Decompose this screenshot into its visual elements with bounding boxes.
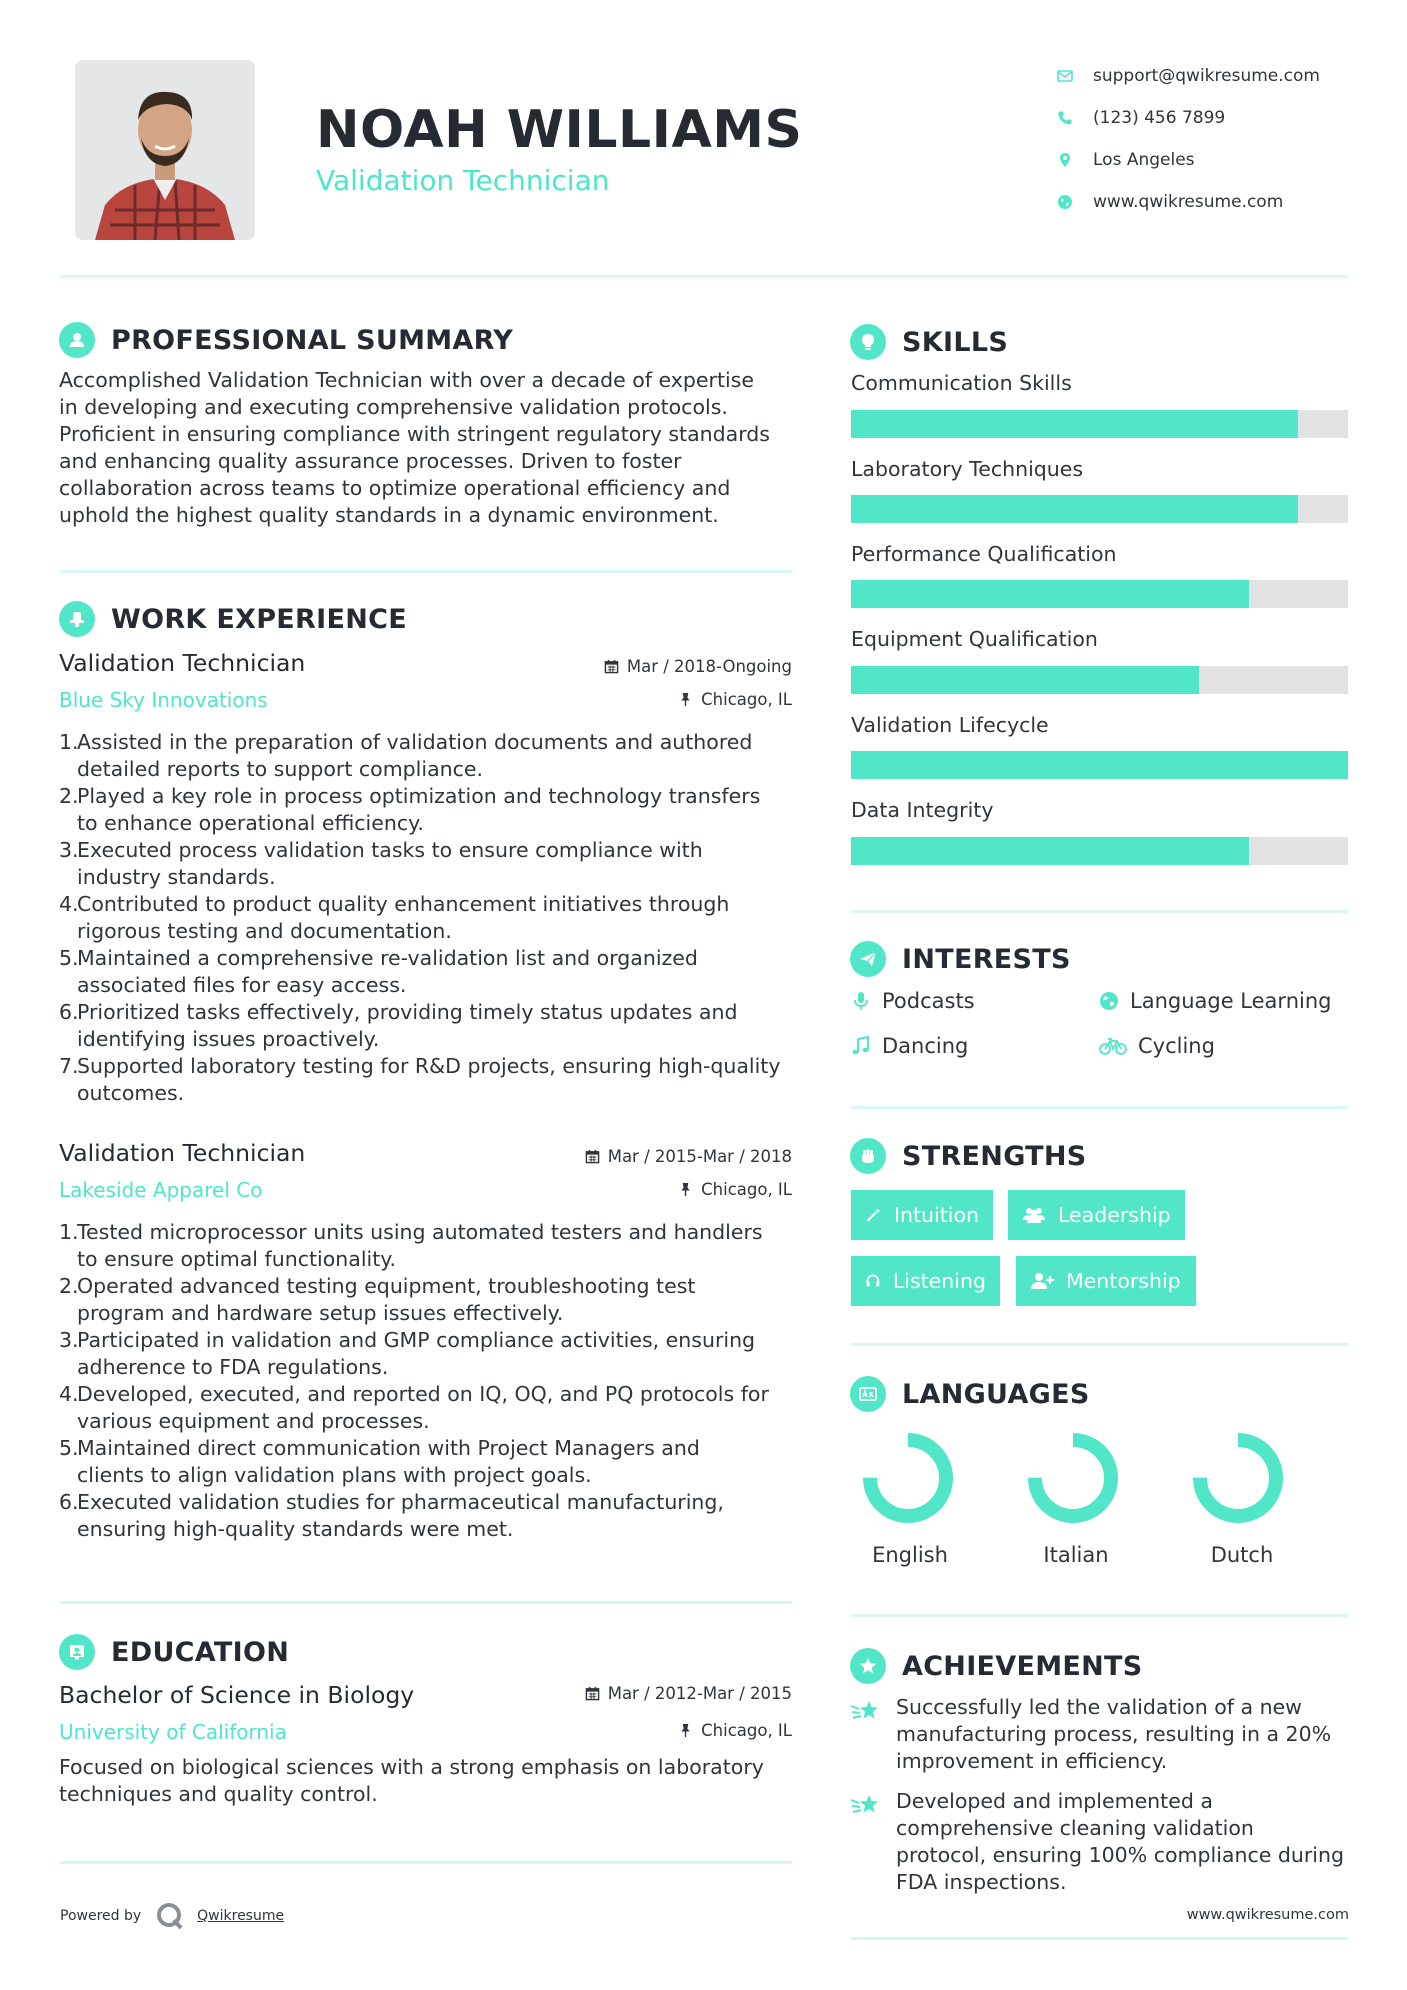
strength-label: Listening bbox=[892, 1269, 986, 1293]
list-line: adherence to FDA regulations. bbox=[77, 1355, 389, 1379]
qwikresume-link[interactable]: Qwikresume bbox=[197, 1908, 285, 1924]
strength-listening bbox=[851, 1256, 1000, 1306]
list-item bbox=[59, 1489, 799, 1543]
list-item bbox=[59, 1219, 799, 1273]
list-number: 3. bbox=[59, 838, 79, 862]
skill-label: Laboratory Techniques bbox=[851, 457, 1084, 481]
briefcase-icon bbox=[59, 601, 95, 637]
job-location bbox=[520, 1180, 792, 1199]
education-dates bbox=[500, 1684, 792, 1703]
list-number: 1. bbox=[59, 1220, 79, 1244]
job-responsibilities bbox=[59, 729, 799, 1107]
strength-intuition bbox=[851, 1190, 993, 1240]
list-number: 4. bbox=[59, 892, 79, 916]
interest-language-learning bbox=[1098, 989, 1331, 1013]
list-item bbox=[59, 1435, 799, 1489]
summary-text bbox=[59, 367, 799, 529]
list-item bbox=[59, 945, 799, 999]
summary-title: PROFESSIONAL SUMMARY bbox=[111, 324, 514, 356]
education-line: techniques and quality control. bbox=[59, 1782, 378, 1806]
skill-bar-fill bbox=[851, 837, 1249, 865]
language-label: Italian bbox=[1043, 1543, 1109, 1567]
summary-line: Accomplished Validation Technician with over a decade of expertise bbox=[59, 368, 754, 392]
job-location bbox=[520, 690, 792, 709]
list-number: 2. bbox=[59, 784, 79, 808]
list-number: 4. bbox=[59, 1382, 79, 1406]
education-description bbox=[59, 1754, 799, 1808]
skill-bar-fill bbox=[851, 580, 1249, 608]
list-item bbox=[59, 837, 799, 891]
skill-bar bbox=[851, 751, 1348, 779]
achievement-line: improvement in efficiency. bbox=[896, 1749, 1168, 1773]
list-line: rigorous testing and documentation. bbox=[77, 919, 452, 943]
interests-divider bbox=[851, 1106, 1348, 1109]
achievements-heading bbox=[850, 1648, 1143, 1684]
contact-phone[interactable] bbox=[1055, 97, 1355, 139]
achievement-item bbox=[896, 1694, 1356, 1775]
strengths-divider bbox=[851, 1343, 1348, 1346]
list-line: Participated in validation and GMP compliance activities, ensuring bbox=[77, 1328, 756, 1352]
list-number: 1. bbox=[59, 730, 79, 754]
list-line: Maintained direct communication with Project Managers and bbox=[77, 1436, 700, 1460]
language-icon bbox=[850, 1376, 886, 1412]
interest-dancing bbox=[850, 1034, 968, 1058]
interest-podcasts bbox=[850, 989, 975, 1013]
list-item bbox=[59, 1327, 799, 1381]
list-line: industry standards. bbox=[77, 865, 276, 889]
list-line: to ensure optimal functionality. bbox=[77, 1247, 396, 1271]
list-line: Developed, executed, and reported on IQ, OQ, and PQ protocols for bbox=[77, 1382, 769, 1406]
achievement-line: manufacturing process, resulting in a 20% bbox=[896, 1722, 1332, 1746]
skill-label: Validation Lifecycle bbox=[851, 713, 1049, 737]
skill-bar bbox=[851, 580, 1348, 608]
summary-divider bbox=[60, 570, 792, 573]
star-icon bbox=[850, 1648, 886, 1684]
contact-website[interactable] bbox=[1055, 181, 1355, 223]
interests-heading bbox=[850, 941, 1071, 977]
globe-icon bbox=[1098, 990, 1120, 1012]
user-plus-icon bbox=[1030, 1271, 1054, 1291]
degree-title: Bachelor of Science in Biology bbox=[59, 1681, 415, 1709]
list-line: associated files for easy access. bbox=[77, 973, 407, 997]
powered-by-label: Powered by bbox=[60, 1908, 142, 1924]
summary-line: Proficient in ensuring compliance with stringent regulatory standards bbox=[59, 422, 770, 446]
contact-email-text: support@qwikresume.com bbox=[1093, 66, 1320, 86]
headphones-icon bbox=[865, 1271, 881, 1291]
experience-title: WORK EXPERIENCE bbox=[111, 603, 407, 635]
language-ring bbox=[1190, 1430, 1286, 1526]
list-line: Prioritized tasks effectively, providing timely status updates and bbox=[77, 1000, 738, 1024]
lightbulb-icon bbox=[850, 324, 886, 360]
phone-icon bbox=[1055, 110, 1093, 126]
strength-mentorship bbox=[1016, 1256, 1196, 1306]
profile-photo bbox=[75, 60, 255, 240]
education-divider bbox=[60, 1861, 792, 1864]
list-item bbox=[59, 999, 799, 1053]
list-item bbox=[59, 1053, 799, 1107]
magic-wand-icon bbox=[865, 1205, 882, 1225]
job-company: Lakeside Apparel Co bbox=[59, 1178, 263, 1202]
list-line: program and hardware setup issues effectively. bbox=[77, 1301, 564, 1325]
microphone-icon bbox=[850, 990, 872, 1012]
achievement-item bbox=[896, 1788, 1356, 1896]
shooting-star-icon bbox=[850, 1792, 882, 1820]
language-ring bbox=[1025, 1430, 1121, 1526]
skills-heading bbox=[850, 324, 1008, 360]
list-line: Assisted in the preparation of validation documents and authored bbox=[77, 730, 753, 754]
paper-plane-icon bbox=[850, 941, 886, 977]
strengths-heading bbox=[850, 1138, 1087, 1174]
list-number: 5. bbox=[59, 946, 79, 970]
pushpin-icon bbox=[678, 1723, 693, 1738]
list-line: various equipment and processes. bbox=[77, 1409, 430, 1433]
list-item bbox=[59, 1273, 799, 1327]
achievement-line: Developed and implemented a bbox=[896, 1789, 1213, 1813]
summary-line: uphold the highest quality standards in a dynamic environment. bbox=[59, 503, 719, 527]
list-line: Executed validation studies for pharmaceutical manufacturing, bbox=[77, 1490, 724, 1514]
summary-line: collaboration across teams to optimize operational efficiency and bbox=[59, 476, 731, 500]
contact-email[interactable] bbox=[1055, 55, 1355, 97]
list-item bbox=[59, 891, 799, 945]
calendar-icon bbox=[604, 659, 619, 674]
languages-title: LANGUAGES bbox=[902, 1378, 1090, 1410]
interest-label: Language Learning bbox=[1130, 989, 1332, 1013]
skill-label: Performance Qualification bbox=[851, 542, 1117, 566]
list-line: Tested microprocessor units using automated testers and handlers bbox=[77, 1220, 763, 1244]
powered-by bbox=[60, 1901, 284, 1931]
skill-bar-fill bbox=[851, 666, 1199, 694]
language-label: English bbox=[872, 1543, 948, 1567]
globe-icon bbox=[1055, 194, 1093, 210]
strength-label: Mentorship bbox=[1066, 1269, 1181, 1293]
summary-heading bbox=[59, 322, 513, 358]
list-line: Played a key role in process optimization and technology transfers bbox=[77, 784, 761, 808]
pushpin-icon bbox=[678, 692, 693, 707]
envelope-icon bbox=[1055, 68, 1093, 84]
contact-location-text: Los Angeles bbox=[1093, 150, 1195, 170]
language-ring bbox=[860, 1430, 956, 1526]
header-divider bbox=[60, 275, 1348, 278]
candidate-name: NOAH WILLIAMS bbox=[316, 100, 803, 160]
users-icon bbox=[1022, 1205, 1046, 1225]
list-line: Supported laboratory testing for R&D projects, ensuring high-quality bbox=[77, 1054, 781, 1078]
list-line: Contributed to product quality enhancement initiatives through bbox=[77, 892, 730, 916]
education-location bbox=[520, 1721, 792, 1740]
list-line: identifying issues proactively. bbox=[77, 1027, 380, 1051]
strengths-title: STRENGTHS bbox=[902, 1140, 1087, 1172]
candidate-title: Validation Technician bbox=[316, 164, 610, 197]
skill-bar bbox=[851, 837, 1348, 865]
experience-divider bbox=[60, 1601, 792, 1604]
interest-cycling bbox=[1098, 1034, 1215, 1058]
language-label: Dutch bbox=[1210, 1543, 1274, 1567]
skill-label: Data Integrity bbox=[851, 798, 994, 822]
list-line: Maintained a comprehensive re-validation list and organized bbox=[77, 946, 698, 970]
summary-line: and enhancing quality assurance processes. Driven to foster bbox=[59, 449, 682, 473]
job-title: Validation Technician bbox=[59, 1139, 306, 1167]
bicycle-icon bbox=[1098, 1035, 1128, 1057]
job-location-text: Chicago, IL bbox=[701, 690, 792, 709]
education-heading bbox=[59, 1634, 289, 1670]
skill-bar bbox=[851, 666, 1348, 694]
list-line: clients to align validation plans with project goals. bbox=[77, 1463, 592, 1487]
shooting-star-icon bbox=[850, 1698, 882, 1726]
list-line: detailed reports to support compliance. bbox=[77, 757, 484, 781]
contact-phone-text: (123) 456 7899 bbox=[1093, 108, 1226, 128]
achievement-line: comprehensive cleaning validation bbox=[896, 1816, 1254, 1840]
job-location-text: Chicago, IL bbox=[701, 1180, 792, 1199]
graduation-icon bbox=[59, 1634, 95, 1670]
footer-divider bbox=[851, 1937, 1348, 1940]
list-item bbox=[59, 1381, 799, 1435]
skill-bar-fill bbox=[851, 751, 1348, 779]
strength-label: Leadership bbox=[1058, 1203, 1171, 1227]
interests-title: INTERESTS bbox=[902, 943, 1071, 975]
job-responsibilities bbox=[59, 1219, 799, 1543]
job-dates-text: Mar / 2015-Mar / 2018 bbox=[607, 1147, 792, 1166]
skills-divider bbox=[851, 910, 1348, 913]
list-number: 3. bbox=[59, 1328, 79, 1352]
job-dates-text: Mar / 2018-Ongoing bbox=[626, 657, 792, 676]
contact-location bbox=[1055, 139, 1355, 181]
education-title: EDUCATION bbox=[111, 1636, 290, 1668]
education-line: Focused on biological sciences with a strong emphasis on laboratory bbox=[59, 1755, 764, 1779]
job-dates bbox=[500, 1147, 792, 1166]
interest-label: Cycling bbox=[1138, 1034, 1215, 1058]
achievement-line: Successfully led the validation of a new bbox=[896, 1695, 1302, 1719]
fist-icon bbox=[850, 1138, 886, 1174]
school-name: University of California bbox=[59, 1720, 287, 1744]
achievements-title: ACHIEVEMENTS bbox=[902, 1650, 1143, 1682]
job-title: Validation Technician bbox=[59, 649, 306, 677]
list-line: ensuring high-quality standards were met. bbox=[77, 1517, 514, 1541]
list-item bbox=[59, 729, 799, 783]
summary-line: in developing and executing comprehensive validation protocols. bbox=[59, 395, 728, 419]
achievement-line: protocol, ensuring 100% compliance during bbox=[896, 1843, 1344, 1867]
list-number: 6. bbox=[59, 1000, 79, 1024]
job-company: Blue Sky Innovations bbox=[59, 688, 268, 712]
interest-label: Podcasts bbox=[882, 989, 975, 1013]
qwikresume-logo-icon bbox=[155, 1901, 185, 1931]
list-number: 7. bbox=[59, 1054, 79, 1078]
skill-bar bbox=[851, 410, 1348, 438]
skill-bar bbox=[851, 495, 1348, 523]
achievement-line: FDA inspections. bbox=[896, 1870, 1067, 1894]
list-number: 6. bbox=[59, 1490, 79, 1514]
skill-bar-fill bbox=[851, 410, 1298, 438]
interest-label: Dancing bbox=[882, 1034, 969, 1058]
skill-bar-fill bbox=[851, 495, 1298, 523]
skills-title: SKILLS bbox=[902, 326, 1009, 358]
skill-label: Communication Skills bbox=[851, 371, 1072, 395]
strength-label: Intuition bbox=[893, 1203, 979, 1227]
music-note-icon bbox=[850, 1035, 872, 1057]
job-dates bbox=[520, 657, 792, 676]
user-icon bbox=[59, 322, 95, 358]
strength-leadership bbox=[1008, 1190, 1185, 1240]
list-number: 2. bbox=[59, 1274, 79, 1298]
map-pin-icon bbox=[1055, 152, 1093, 168]
list-number: 5. bbox=[59, 1436, 79, 1460]
list-line: Operated advanced testing equipment, troubleshooting test bbox=[77, 1274, 696, 1298]
list-line: to enhance operational efficiency. bbox=[77, 811, 424, 835]
list-line: outcomes. bbox=[77, 1081, 185, 1105]
pushpin-icon bbox=[678, 1182, 693, 1197]
education-location-text: Chicago, IL bbox=[701, 1721, 792, 1740]
calendar-icon bbox=[585, 1149, 600, 1164]
skill-label: Equipment Qualification bbox=[851, 627, 1098, 651]
languages-divider bbox=[851, 1614, 1348, 1617]
contact-website-text: www.qwikresume.com bbox=[1093, 192, 1284, 212]
list-line: Executed process validation tasks to ensure compliance with bbox=[77, 838, 703, 862]
list-item bbox=[59, 783, 799, 837]
languages-heading bbox=[850, 1376, 1090, 1412]
footer-website[interactable]: www.qwikresume.com bbox=[1186, 1907, 1349, 1923]
contact-info bbox=[1055, 55, 1355, 223]
calendar-icon bbox=[585, 1686, 600, 1701]
education-dates-text: Mar / 2012-Mar / 2015 bbox=[607, 1684, 792, 1703]
experience-heading bbox=[59, 601, 407, 637]
